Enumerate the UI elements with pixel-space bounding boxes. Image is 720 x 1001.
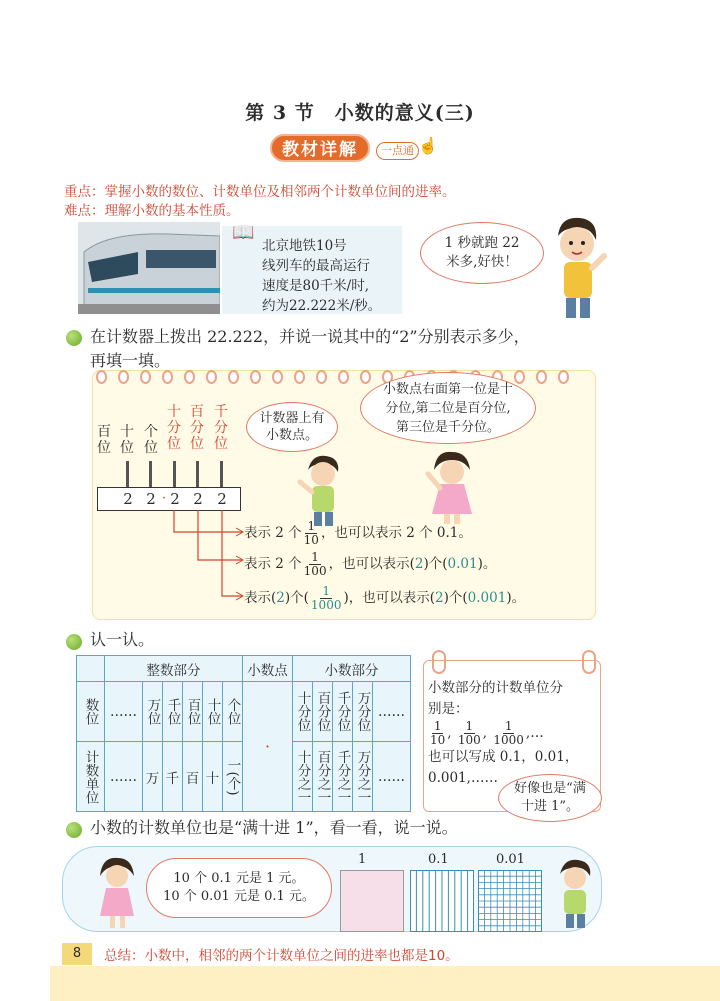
fraction — [304, 520, 319, 547]
row-label-unit: 计数单位 — [77, 742, 105, 812]
girl-speech-bubble — [360, 372, 536, 444]
note-line: 北京地铁10号 — [262, 238, 347, 254]
badge-sub-label: 一点通 — [376, 142, 419, 160]
section-badge — [270, 134, 438, 164]
ellipsis-cell: …… — [105, 682, 143, 742]
place-label-hundredths: 百分位 — [190, 404, 204, 452]
answer: 2 — [435, 590, 444, 606]
unit-cell: 千分之一 — [333, 742, 353, 812]
answer: 0.001 — [467, 590, 507, 606]
bullet-icon — [66, 634, 82, 650]
place-cell: 十位 — [203, 682, 223, 742]
instruction-line: 再填一填。 — [90, 351, 171, 370]
explanation-line-1 — [244, 520, 472, 547]
fraction — [458, 720, 481, 747]
numerator: 1 — [433, 719, 442, 733]
text: )个( — [284, 590, 309, 606]
denominator: 10 — [430, 733, 446, 747]
place-cell: 十分位 — [293, 682, 313, 742]
text: 表示 2 个 — [244, 556, 302, 572]
bubble-line: 分位,第二位是百分位, — [385, 400, 511, 416]
ellipsis-cell: …… — [373, 742, 411, 812]
girl-speech-bubble — [146, 858, 332, 918]
bubble-line: 10 个 0.1 元是 1 元。 — [173, 871, 305, 886]
square-label-tenth: 0.1 — [428, 852, 449, 867]
denominator: 1000 — [310, 598, 342, 612]
place-cell: 万位 — [143, 682, 163, 742]
unit-cell: 万 — [143, 742, 163, 812]
boy-speech-bubble — [420, 222, 544, 284]
bullet-icon — [66, 330, 82, 346]
fraction — [430, 720, 445, 747]
denominator: 100 — [303, 564, 327, 578]
text: )个( — [443, 590, 468, 606]
page-title: 第 3 节 小数的意义(三) — [245, 102, 475, 124]
place-cell: 千分位 — [333, 682, 353, 742]
fact-note-text — [262, 236, 402, 316]
place-cell: 个位 — [223, 682, 243, 742]
place-label-hundreds: 百位 — [97, 424, 111, 456]
row-label-place: 数位 — [77, 682, 105, 742]
answer: 0.01 — [447, 556, 478, 572]
unit-cell: 十 — [203, 742, 223, 812]
fraction — [311, 585, 342, 612]
task1-instruction — [90, 325, 610, 373]
note-line: 也可以写成 0.1，0.01， — [428, 749, 579, 765]
unit-cell: 十分之一 — [293, 742, 313, 812]
ellipsis-cell: …… — [105, 742, 143, 812]
whole-square — [340, 870, 404, 932]
answer: 2 — [276, 590, 285, 606]
abacus-digit: 2 — [217, 490, 227, 508]
boy-illustration — [540, 212, 610, 320]
badge-main-label: 教材详解 — [270, 134, 370, 162]
summary-text: 总结：小数中，相邻的两个计数单位之间的进率也都是10。 — [104, 948, 459, 964]
note-speech-bubble — [498, 774, 602, 822]
numerator: 1 — [465, 719, 474, 733]
numerator: 1 — [307, 519, 316, 533]
note-line: 0.001,…… — [428, 770, 498, 786]
place-label-tens: 十位 — [120, 424, 134, 456]
girl-illustration — [92, 854, 142, 930]
paper-clip-icon — [432, 650, 446, 674]
place-cell: 千位 — [163, 682, 183, 742]
denominator: 10 — [303, 533, 319, 547]
boy-illustration — [294, 452, 354, 528]
numerator: 1 — [322, 584, 331, 598]
place-label-tenths: 十分位 — [167, 404, 181, 452]
answer: 2 — [414, 556, 424, 572]
bullet-icon — [66, 822, 82, 838]
decimal-point: · — [161, 491, 167, 506]
text: )。 — [506, 590, 526, 606]
ellipsis-cell: …… — [373, 682, 411, 742]
place-value-table — [76, 655, 411, 812]
pointing-hand-icon: ☝ — [418, 136, 438, 155]
boy-speech-bubble — [246, 402, 338, 452]
text: )个( — [423, 556, 448, 572]
girl-illustration — [424, 448, 480, 526]
bubble-line: 小数点右面第一位是十 — [382, 381, 513, 397]
header-integer-part: 整数部分 — [105, 656, 243, 682]
subway-train-image — [78, 222, 220, 314]
numerator: 1 — [504, 719, 513, 733]
bubble-line: 好像也是“满 — [514, 781, 586, 796]
note-line: 小数部分的计数单位分 — [428, 680, 563, 696]
denominator: 100 — [457, 733, 481, 747]
page-number: 8 — [62, 943, 92, 965]
unit-cell: 百分之一 — [313, 742, 333, 812]
place-cell: 百分位 — [313, 682, 333, 742]
square-label-one: 1 — [358, 852, 367, 867]
abacus-rod — [126, 461, 129, 487]
note-line: 线列车的最高运行 — [262, 258, 370, 274]
paper-clip-icon — [582, 650, 596, 674]
book-icon: 📖 — [232, 222, 255, 243]
bubble-line: 计数器上有 — [259, 411, 325, 426]
binder-rings — [96, 370, 596, 386]
unit-cell: 一(个) — [223, 742, 243, 812]
abacus-digit: 2 — [123, 490, 133, 508]
abacus-digit: 2 — [170, 490, 180, 508]
header-decimal-part: 小数部分 — [293, 656, 411, 682]
unit-cell: 万分之一 — [353, 742, 373, 812]
footer-strip — [50, 966, 720, 1001]
explanation-line-2 — [244, 551, 496, 578]
text: ,… — [525, 725, 544, 741]
abacus-digit: 2 — [193, 490, 203, 508]
abacus-rod — [220, 461, 223, 487]
connector-arrows — [170, 510, 246, 606]
place-label-thousandths: 千分位 — [214, 404, 228, 452]
square-label-hundredth: 0.01 — [496, 852, 525, 867]
place-cell: 万分位 — [353, 682, 373, 742]
decimal-point-cell: · — [243, 682, 293, 812]
tenths-square — [410, 870, 474, 932]
text: 表示 2 个 — [244, 525, 302, 541]
bubble-line: 第三位是千分位。 — [395, 419, 500, 435]
corner-cell — [77, 656, 105, 682]
note-line: 别是： — [428, 701, 469, 717]
side-note-text — [428, 678, 600, 789]
difficulty-point: 难点：理解小数的基本性质。 — [64, 203, 240, 219]
fraction — [493, 720, 524, 747]
task2-label: 认一认。 — [90, 630, 155, 649]
bubble-line: 米多,好快！ — [446, 254, 518, 270]
explanation-line-3 — [244, 585, 525, 612]
fraction — [304, 551, 327, 578]
fraction-row: $\frac{1}{10}$ , $\frac{1}{100}$ , $\frac{1}{1000}$ ,… — [430, 719, 544, 747]
abacus-rod — [173, 461, 176, 487]
text: )。 — [477, 556, 497, 572]
abacus-digit: 2 — [146, 490, 156, 508]
bubble-line: 小数点。 — [265, 428, 318, 443]
text: ，也可以表示 2 个 0.1。 — [320, 525, 472, 541]
note-line: 速度是80千米/时, — [262, 278, 370, 294]
denominator: 1000 — [493, 733, 524, 747]
abacus-rod — [149, 461, 152, 487]
text: 表示( — [244, 590, 277, 606]
text: )，也可以表示( — [343, 590, 436, 606]
hundredths-square — [478, 870, 542, 932]
boy-illustration — [550, 856, 600, 930]
unit-cell: 百 — [183, 742, 203, 812]
bubble-line: 1 秒就跑 22 — [444, 235, 520, 251]
text: ，也可以表示( — [328, 556, 415, 572]
instruction-line: 在计数器上拨出 22.222，并说一说其中的“2”分别表示多少， — [90, 327, 530, 346]
header-decimal-point: 小数点 — [243, 656, 293, 682]
task3-instruction: 小数的计数单位也是“满十进 1”，看一看，说一说。 — [90, 818, 458, 837]
bubble-line: 十进 1”。 — [520, 799, 580, 814]
place-label-ones: 个位 — [144, 424, 158, 456]
abacus-rod — [196, 461, 199, 487]
numerator: 1 — [311, 550, 319, 564]
note-line: 约为22.222米/秒。 — [262, 298, 382, 314]
focus-point: 重点：掌握小数的数位、计数单位及相邻两个计数单位间的进率。 — [64, 184, 456, 200]
bubble-line: 10 个 0.01 元是 0.1 元。 — [163, 889, 315, 904]
place-cell: 百位 — [183, 682, 203, 742]
unit-cell: 千 — [163, 742, 183, 812]
